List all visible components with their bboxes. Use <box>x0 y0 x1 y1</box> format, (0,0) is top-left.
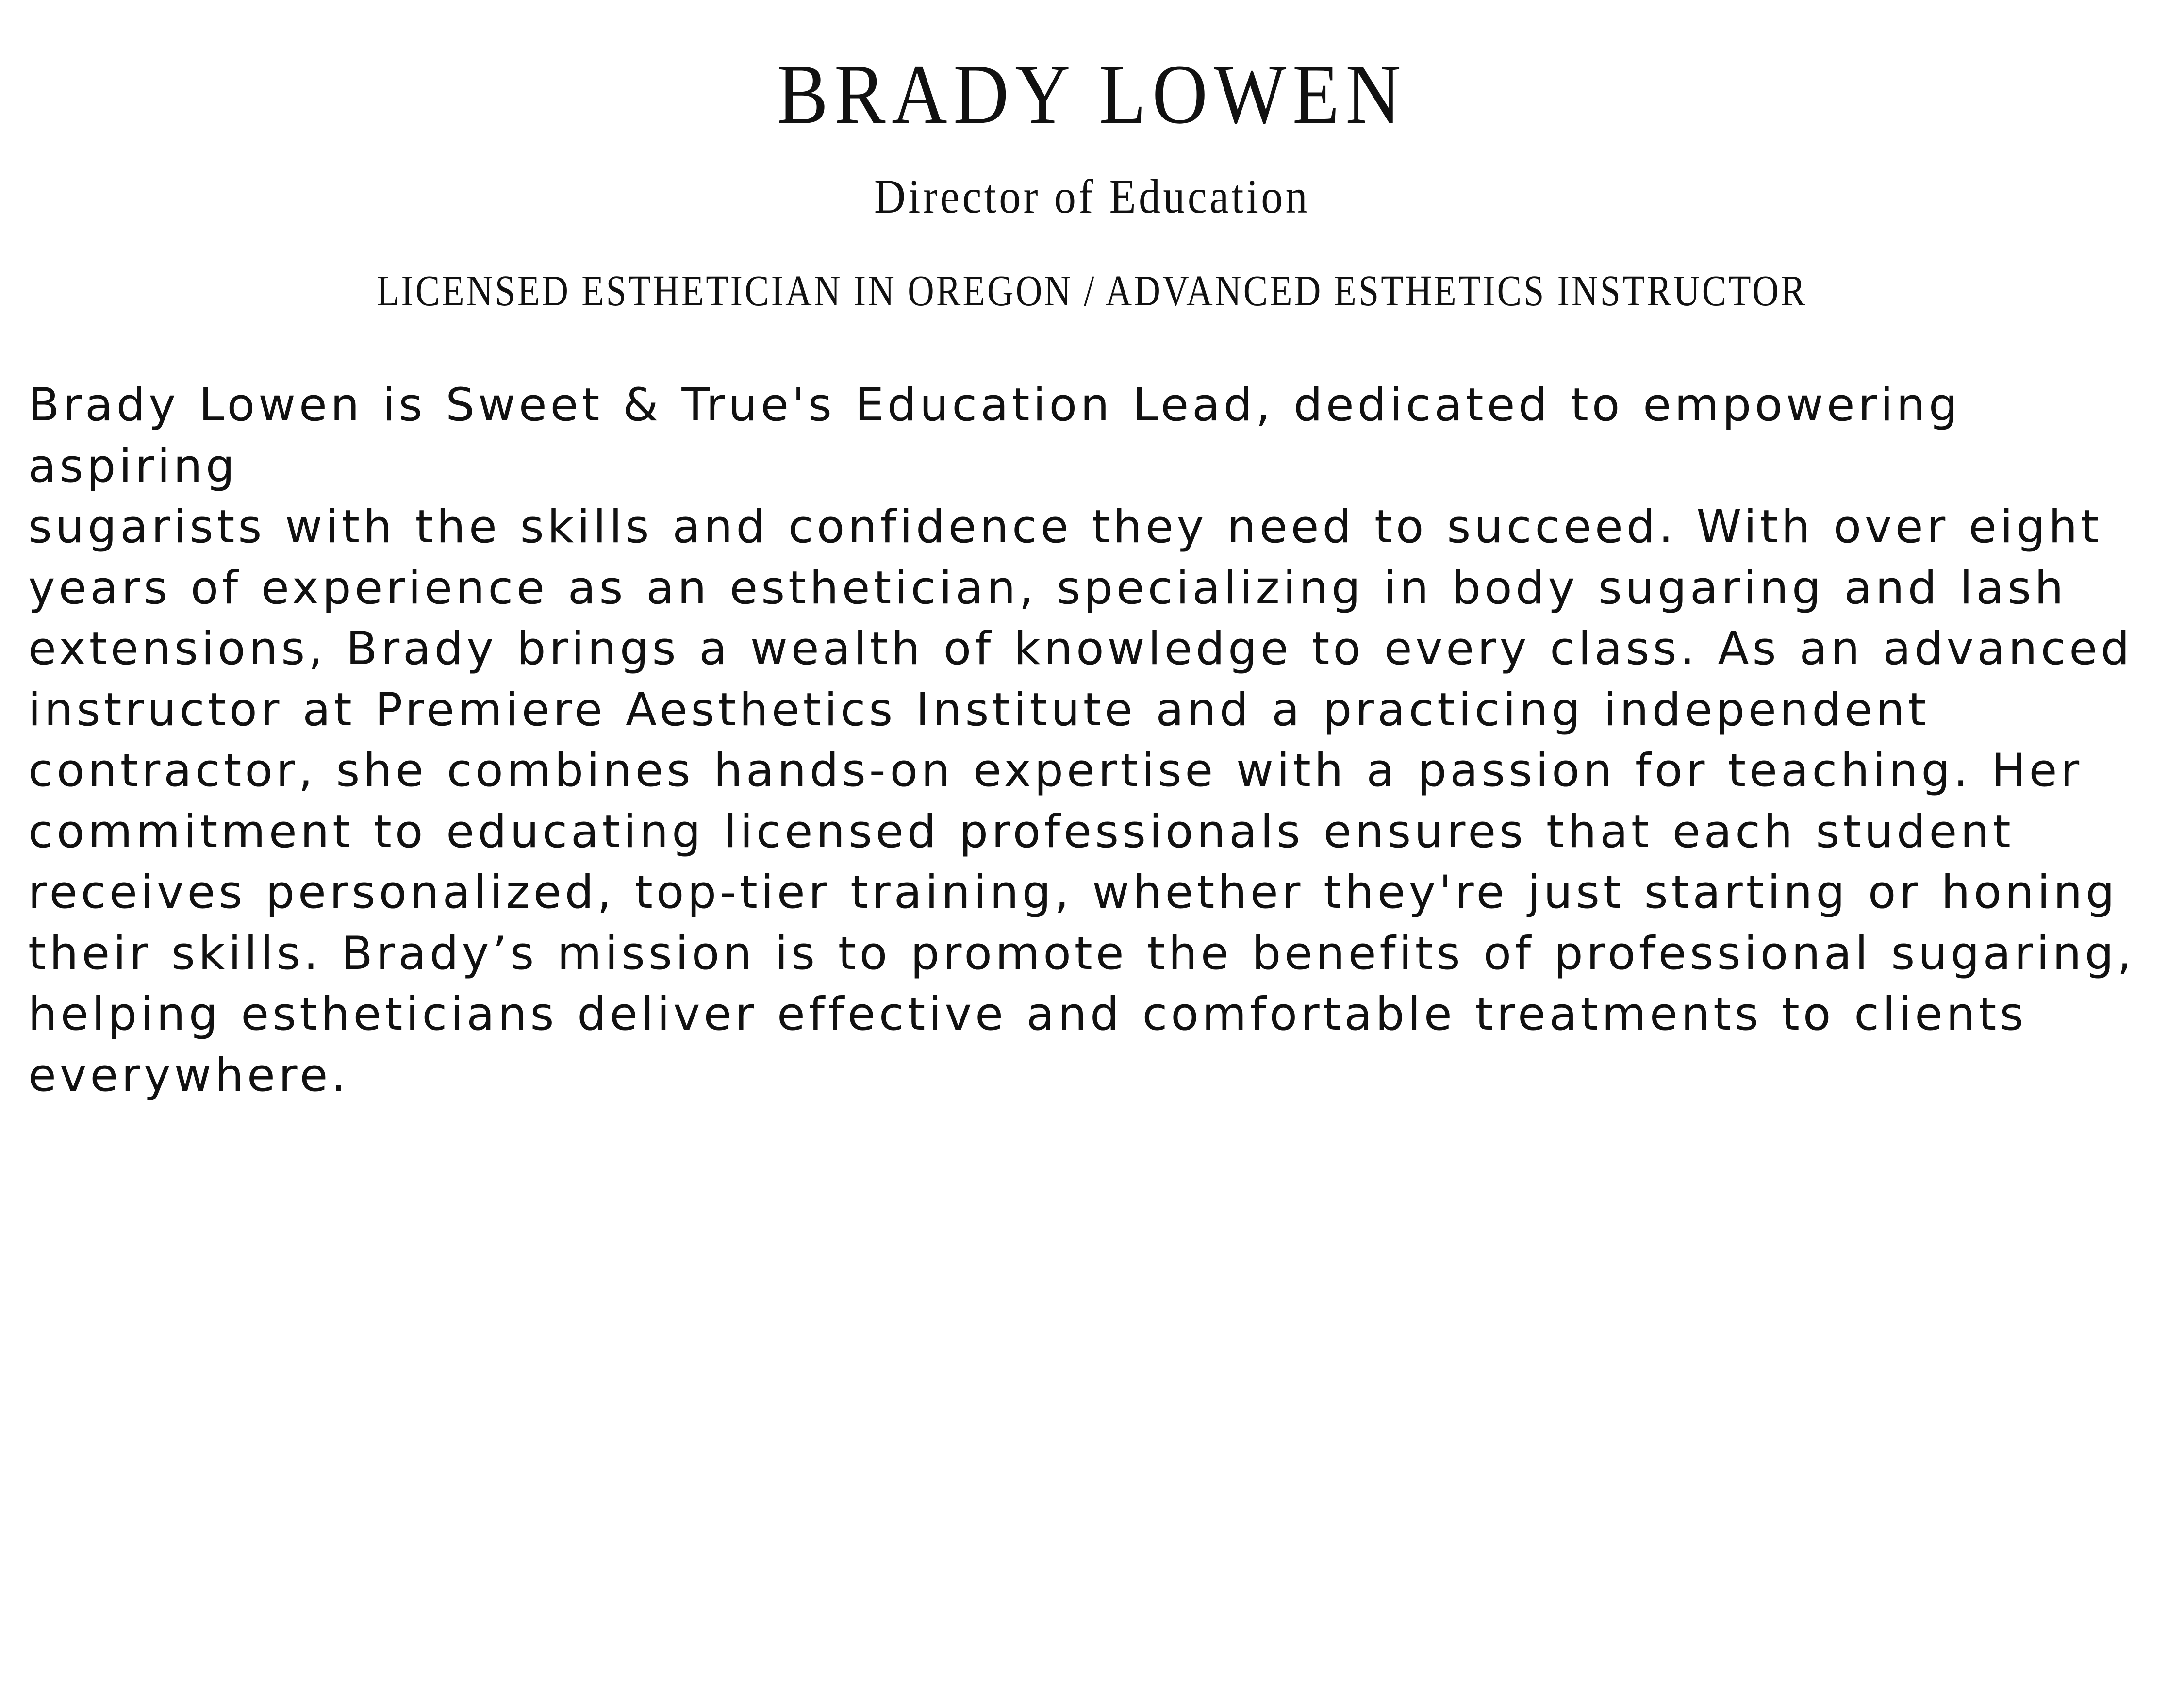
bio-paragraph: Brady Lowen is Sweet & True's Education Lead, dedicated to empowering aspiring sugarists with the skills and confidence they need to succeed. With over eight years of experience as an esthetician, specializing in body sugaring and lash extensions, Brady brings a wealth of knowledge to every class. As an advanced instructor at Premiere Aesthetics Institute and a practicing independent contractor, she combines hands-on expertise with a passion for teaching. Her commitment to educating licensed professionals ensures that each student receives personalized, top-tier training, whether they're just starting or honing their skills. Brady’s mission is to promote the benefits of professional sugaring, helping estheticians deliver effective and comfortable treatments to clients everywhere. <box>28 379 2135 1102</box>
person-name: BRADY LOWEN <box>777 47 1407 142</box>
credentials-line: LICENSED ESTHETICIAN IN OREGON / ADVANCED ESTHETICS INSTRUCTOR <box>377 267 1807 315</box>
job-title: Director of Education <box>874 169 1310 223</box>
